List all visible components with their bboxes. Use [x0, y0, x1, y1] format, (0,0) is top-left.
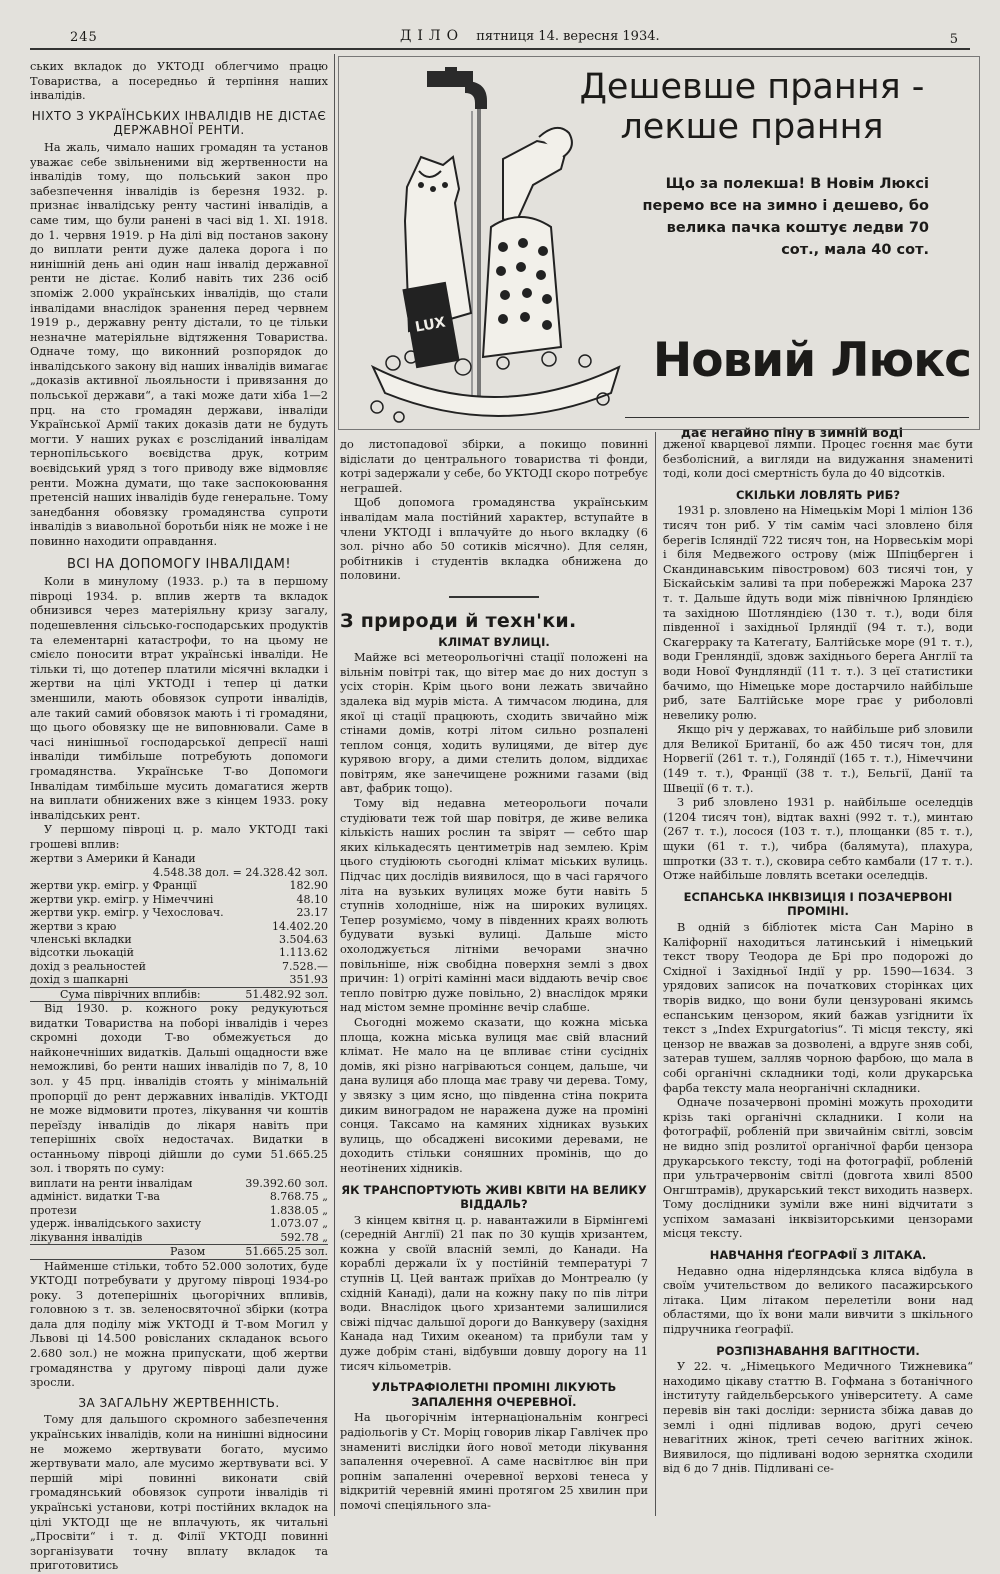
column-rule-1	[334, 54, 335, 1516]
page-number-right: 5	[949, 32, 958, 47]
table-cell: відсотки льокацій	[30, 946, 135, 960]
paragraph: ських вкладок до УКТОДІ облегчимо працю Товариства, а посередньо й терпіння наших інвалідів.	[30, 60, 328, 103]
paragraph: Від 1930. р. кожного року редукуються видатки Товариства на поборі інвалідів і через скромні доходи Т-во обмежується до найконечніших видатків. Дальші ощадности вже неможливі, бо ренти наших інвалідів по 7, 8, 10 зол. у 45 прц. інвалідів стоять у мінімальній пропорції до рент державних інвалідів. УКТОДІ не може відмовити протез, лікування чи коштів переїзду інвалідів до лікаря навіть при теперішніх своїх недостачах. Видатки в останньому півроці дійшли до суми 51.665.25 зол. і творять по суму:	[30, 1001, 328, 1176]
expense-table	[30, 1177, 328, 1259]
article-heading: ЯК ТРАНСПОРТУЮТЬ ЖИВІ КВІТИ НА ВЕЛИКУ ВІДДАЛЬ?	[341, 1182, 647, 1212]
table-cell: протези	[30, 1203, 77, 1217]
total-label: Сума піврічних вплибів:	[60, 987, 201, 1001]
ad-tagline: дає негайно піну в зимній воді	[680, 425, 904, 440]
newspaper-title: ДІЛО	[400, 28, 465, 44]
table-cell: лікування інвалідів	[30, 1230, 143, 1244]
paragraph: У 22. ч. „Німецького Медичного Тижневика“ находимо цікаву статтю В. Гофмана з ботанічного інституту гайдельберського університету. А саме перевів він такі досліди: зерниста збіжа давав до землі і одні підливав водою, другі сечею невагітних жінок, третi сечею вагітних жінок. Виявилося, що підливані водою зернятка сходили від 6 до 7 днів. Підливані се-	[663, 1360, 973, 1476]
paragraph: Недавно одна нідерляндська кляса відбула в своїм учительством до великого пасажирського літака. Цим літаком перелетіли вони над областями, що їх вони мали вивчити з шкільного підручника ґеографії.	[663, 1264, 973, 1337]
table-cell: 8.768.75 „	[269, 1190, 328, 1204]
paragraph: В одній з бібліотек міста Сан Маріно в Каліфорнії находиться латинський і німецький текст твору Теодора де Брі про подорожі до Східної і Західньої Індії у рр. 1590—1634. З урядових записок на початкових сторінках цих творів видко, що вони були цензуровані якимсь еспанським цензором, який бажав узгіднити їх текст з „Index Expurgatorius“. Ті місця тексту, які цензор не вважав за дозволені, а вдруге зняв собі, затерав тушем, залляв чорною фарбою, що мала в собі органічні складники тоді, коли друкарська фарба тексту мала неорганічні складники.	[663, 921, 973, 1095]
paragraph: З кінцем квітня ц. р. навантажили в Бірмінгемі (середній Англії) 21 пак по 30 кущів хризантем, кожна у своїй власній землі, до Канади. На кораблі держали їх у постійній температурі 7 ступнів Ц. Цей вантаж приїхав до Монтреалю (у східній Канаді), дали на кожну паку по пів літри води. Внаслідок цього хризантеми залишилися свіжі підчас дальшої дороги до Ванкуверу (західня Канада над Тихим океаном) та прибули там у дуже добрім стані, відбувши довшу дорогу на 11 тисяч кільометрів.	[340, 1213, 648, 1373]
total-value: 51.482.92 зол.	[245, 987, 328, 1001]
table-cell: дохід з реальностей	[30, 959, 147, 973]
table-row	[30, 852, 328, 865]
issue-date: пятниця 14. вересня 1934.	[476, 29, 660, 44]
column-left	[30, 60, 328, 1573]
table-row-total	[30, 1245, 328, 1259]
paragraph: 1931 р. зловлено на Німецькім Морі 1 міліон 136 тисяч тон риб. У тім самім часі зловлено біля берегів Ісляндії 722 тисяч тон, на Норвеськім морі і біля Медвежого острову (між Шпіцберген і Скандинавським півостровом) 603 тисячі тон, у Біскайськім заливі та при побережжі Марока 237 т. т. Дальше йдуть води між північною Ірляндією та західною Шотляндією (130 т. т.), води біля південної і західньої Ірляндії (94 т. т.), води Скагерраку та Категату, Балтійське море (91 т. т.), води Гренляндії, здовж західнього берега Англії та води Нової Фундляндії (11 т. т.). З цеї статистики бачимо, що Німецьке море достарчило найбільше риб, зате Балтійське море грає у риболовлі невелику ролю.	[663, 504, 973, 722]
article-heading: СКІЛЬКИ ЛОВЛЯТЬ РИБ?	[735, 487, 901, 502]
section-title: З природи й техн'ки.	[340, 609, 577, 632]
paragraph: Якщо річ у державах, то найбільше риб зловили для Великої Британії, бо аж 450 тисяч тон, для Норвегії (261 т. т.), Голяндії (165 т. т.), Німеччини (149 т. т.), Франції (38 т. т.), Бельгії, Данії та Швеції (6 т. т.).	[663, 723, 973, 795]
ad-headline-1: Дешевше прання -	[579, 67, 925, 107]
table-row	[30, 973, 328, 987]
paragraph: Щоб допомога громадянства українським інвалідам мала постійний характер, вступайте в члени УКТОДІ і вплачуйте до нього вкладку (6 зол. річно або 50 сотиків місячно). Для селян, робітників і студентів вкладка обнижена до половини.	[340, 496, 648, 583]
table-cell: жертви укр. емігр. у Чехословач.	[30, 906, 224, 920]
table-cell: 3.504.63	[279, 932, 328, 946]
table-row-total	[30, 987, 328, 1001]
table-cell: 39.392.60 зол.	[245, 1177, 328, 1191]
table-cell: 1.073.07 „	[269, 1217, 328, 1231]
table-cell: 4.548.38 дол. = 24.328.42 зол.	[152, 865, 328, 879]
paragraph: Найменше стільки, тобто 52.000 золотих, буде УКТОДІ потребувати у другому півроці 1934-ро року. З дотеперішніх цьогорічних впливів, головною з т. зв. зеленосвяточної збірки (котра дала для поділу між УКТОДІ й Т-вом Могил у Львові ці 14.500 ровісланих складанок всього 2.680 зол.) не можна припускати, щоб жертви громадянства у другому півроці дали дуже зросли.	[30, 1259, 328, 1390]
paragraph: На цьогорічнім інтернаціональнім конгресі радіольогів у Ст. Моріц говорив лікар Гавлічек про знамениті вислідки його нової методи лікування запалення очеревної. А саме насвітлює він при ропнім запаленні очеревної верхові тенеса у відкритій черевній ямині протягом 25 хвилин при помочі спеціяльного зла-	[340, 1411, 648, 1512]
paragraph: Майже всі метеорольогічні стації положені на вільнім повітрі так, що вітер має до них доступ з усіх сторін. Крім цього вони лежать звичайно здалека від мурів міста. А тимчасом людина, для якої ці стації працюють, сходить звичайно між стінами домів, котрі літом сильно розпалені теплом сонця, ходить вулицями, де вітер дує курявою вгору, а дими стелить долом, віддихає повітрям, яке занечищене рожними газами (від авт, фабрик тощо).	[340, 651, 648, 796]
paragraph: Сьогодні можемо сказати, що кожна міська площа, кожна міська вулиця має свій власний клімат. Не мало на це впливає стіни сусідніх домів, які різно нагріваються сонцем, дальше, чи дана вулиця або площа має траву чи дерева. Тому, у звязку з цим ясно, що південна стіна покрита диким виноградом не наражена дуже на проміні сонця. Таксамо на камяних хідниках вузьких вулиць, що обсаджені високими деревами, не доходить стільки соняшних промінів, що до неотінених хідників.	[340, 1015, 648, 1175]
paragraph: дженої кварцевої лямпи. Процес гоєння має бути безболісний, а вигляди на видужання знамениті тоді, коли досі смертність була до 40 відсотків.	[663, 438, 973, 481]
total-label: Разом	[170, 1245, 206, 1259]
column-rule-2	[655, 432, 656, 1516]
table-cell: дохід з шапкарні	[30, 973, 129, 987]
table-cell: жертви укр. емігр. у Франції	[30, 879, 197, 893]
article-heading: ЕСПАНСЬКА ІНКВІЗИЦІЯ І ПОЗАЧЕРВОНІ ПРОМІНІ.	[683, 889, 953, 919]
ad-brand-name: Новий Люкс	[652, 333, 971, 388]
table-cell: 48.10	[296, 892, 328, 906]
paragraph: У першому півроці ц. р. мало УКТОДІ такі грошеві вплив:	[30, 823, 328, 851]
table-row	[30, 920, 328, 933]
column-right	[663, 438, 973, 1518]
table-row	[30, 1217, 328, 1230]
table-cell: 7.528.—	[282, 959, 328, 973]
table-row	[30, 933, 328, 946]
table-cell: жертви з краю	[30, 919, 117, 933]
lux-advertisement	[338, 56, 980, 440]
page-number-left: 245	[70, 30, 98, 45]
paragraph: На жаль, чимало наших громадян та установ уважає себе звільненими від жертвенности на інвалідів тому, що польський закон про забезпечення інвалідів із березня 1932. р. признає інвалідську ренту частині інвалідів, а саме тим, що були ранені в часі від 1. XI. 1918. до 1. червня 1919. р На ділі від постанов закону до виплати ренти дуже далека дорога і по нинішній день ані один наш інвалід державної ренти не дістає. Колиб навіть тих 236 осіб зпоміж 2.000 українських інвалідів, що стали інвалідами внаслідок зранення перед червнем 1919 р., державну ренту дістали, то це тільки незначне матеріяльне відтяження Товариства. Одначе тому, що виконний розпорядок до інвалідського закону від наших інвалідів вимагає „доказів активної льояльности і привязання до польської держави“, а такі може дати хіба 1—2 прц. на сто громадян держави, інваліди Української Армії таких доказів дати не будуть могти. У наших руках є розсліданий інвалідам тернопільського воєвідства друк, котрим воєвідський уряд з того приводу вже відмовляє ренти. Можна думати, що таке заспокоювання претенсій наших інвалідів буде генеральне. Тому занедбання обовязку громадянства супроти інвалідів з виавольної боротьби ніяк не може і не повинно находити оправдання.	[30, 140, 328, 548]
table-cell: 1.838.05 „	[269, 1203, 328, 1217]
table-cell: 14.402.20	[272, 919, 328, 933]
paragraph: до листопадової збірки, а покищо повинні відіслати до центрального товариства ті фонди, котрі задержали у себе, бо УКТОДІ скоро потребує неграшей.	[340, 438, 648, 495]
table-row	[30, 893, 328, 906]
section-heading: ВСІ НА ДОПОМОГУ ІНВАЛІДАМ!	[66, 556, 292, 572]
total-value: 51.665.25 зол.	[245, 1245, 328, 1259]
table-row	[30, 960, 328, 973]
article-heading: РОЗПІЗНАВАННЯ ВАГІТНОСТИ.	[716, 1343, 920, 1358]
lux-box-label: LUX	[413, 314, 447, 336]
table-row	[30, 1204, 328, 1217]
masthead	[30, 26, 970, 50]
table-cell: 592.78 „	[280, 1230, 328, 1244]
table-cell: виплати на ренти інвалідам	[30, 1177, 193, 1191]
paragraph: Одначе позачервоні проміні можуть проходити крізь такі органічні складники. І коли на фотографії, робленій при звичайнім світлі, зовсім не видно зпід розлитої органічної фарби цензора друкарського тексту, тоді на фотографії, робленій при ультрачервонім світлі (довгота хвилі 8500 Онгштрамів), друкарський текст виходить назверх. Тому дослідники зуміли вже нині відчитати з успіхом замазані інквізиторськими цензорами місця тексту.	[663, 1096, 973, 1241]
table-cell: 182.90	[289, 879, 328, 893]
section-divider	[449, 596, 539, 598]
table-row	[30, 1231, 328, 1245]
table-cell: членські вкладки	[30, 932, 132, 946]
paragraph: З риб зловлено 1931 р. найбільше оселедців (1204 тисяч тон), відтак вахні (992 т. т.), минтаю (267 т. т.), лосося (103 т. т.), площанки (85 т. т.), щуки (61 т. т.), чибра (балямута), плахура, шпротки (33 т. т.), сковира себто камбали (17 т. т.). Отже найбільше ловлять всетаки оселедців.	[663, 796, 973, 883]
paragraph: Тому для дальшого скромного забезпечення українських інвалідів, коли на нинішні відносини не можемо жертвувати богато, мусимо жертвувати мало, але мусимо жертвувати всі. У першій мірі повинні виконати свій громадянський обовязок супроти інвалідів ті українські установи, котрі постійних вкладок на цілі УКТОДІ ще не вплачують, як читальні „Просвіти“ і т. д. Філії УКТОДІ повинні зорганізувати точну вплату вкладок та приготовитись	[30, 1413, 328, 1573]
table-cell: 351.93	[289, 973, 328, 987]
masthead-center	[400, 28, 700, 44]
table-cell: адмініст. видатки Т-ва	[30, 1190, 160, 1204]
table-row	[30, 946, 328, 959]
table-cell: жертви укр. емігр. у Німеччині	[30, 892, 214, 906]
table-cell: жертви з Америки й Канади	[30, 852, 196, 866]
table-row	[30, 879, 328, 892]
table-cell: 23.17	[296, 906, 328, 920]
ad-divider	[625, 417, 969, 418]
article-heading: НАВЧАННЯ ҐЕОГРАФІЇ З ЛІТАКА.	[709, 1248, 927, 1263]
table-cell: удерж. інвалідського захисту	[30, 1217, 202, 1231]
paragraph: Коли в минулому (1933. р.) та в першому півроці 1934. р. вплив жертв та вкладок обнизився через матеріяльну кризу загалу, подешевлення сільсько-господарських продуктів та елементарні катастрофи, то на цьому не смієло поносити втрат українські інваліди. Не тільки ті, що дотепер платили місячні вкладки і жертви на цілі УКТОДІ і тепер ці датки зменшили, мають обовязок супроти інвалідів, але такий самий обовязок мають і ті громадяни, що цього обовязку ще не виповнювали. Саме в часі нинішньої господарської депресії наші інваліди тимбільше потребують допомоги громадянства. Українське Т-во Допомоги Інвалідам тимбільше мусить домагатися жертв на виплати обнижених вже з кінцем 1933. року інвалідських рент.	[30, 575, 328, 822]
table-row	[30, 1177, 328, 1190]
paragraph: Тому від недавна метеорольоги почали студіювати теж той шар повітря, де живе велика кількість наших рослин та звірят — себто шар яких кількадесять центиметрів над землею. Крім цього студіюють сьогодні клімат міських вулиць. Підчас цих дослідів виявилося, що в часі гарячого літа на вузьких вулицях може бути навіть 5 ступнів холодніше, ніж на широких вулицях. Тепер розуміємо, чому в південних краях волють будувати вузькі вулиці. Дальше місто охолоджується літніми вечорами значно повільніше, ніж свобідна поверхня землі з двох причин: 1) огріті камінні маси віддають вечір своє тепло повітрю дуже повільно, 2) внаслідок мряки над містом земне проміннє вечір слабше.	[340, 797, 648, 1015]
table-row	[30, 866, 328, 879]
table-row	[30, 906, 328, 919]
article-heading: КЛІМАТ ВУЛИЦІ.	[438, 634, 550, 649]
section-heading: ЗА ЗАГАЛЬНУ ЖЕРТВЕННІСТЬ.	[78, 1395, 280, 1410]
ad-headline-2: лекше прання	[620, 107, 884, 147]
section-heading: НІХТО З УКРАЇНСЬКИХ ІНВАЛІДІВ НЕ ДІСТАЄ ДЕРЖАВНОЇ РЕНТИ.	[31, 108, 327, 138]
article-heading: УЛЬТРАФІОЛЕТНІ ПРОМІНІ ЛІКУЮТЬ ЗАПАЛЕННЯ ОЧЕРЕВНОЇ.	[371, 1380, 617, 1409]
table-cell: 1.113.62	[279, 946, 328, 960]
income-table	[30, 852, 328, 1001]
column-middle	[340, 438, 648, 1518]
ad-body-text: Що за полекша! В Новім Люксі перемо все на зимно і дешево, бо велика пачка коштує ледви 70 сот., мала 40 сот.	[642, 176, 929, 258]
table-row	[30, 1190, 328, 1203]
